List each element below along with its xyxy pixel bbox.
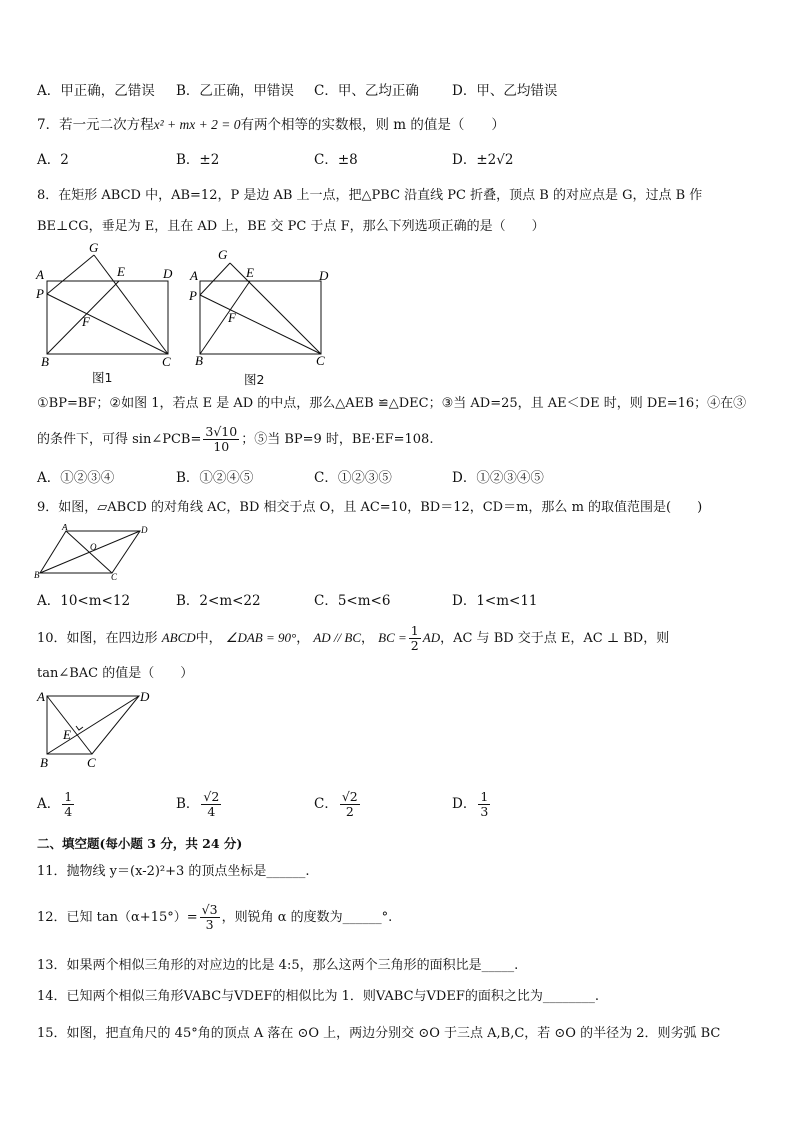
q9-option-b: B．2<m<22 [176,593,261,609]
q10-option-d-letter: D． [452,796,477,812]
fig2-label-c: C [316,353,325,368]
q10-mid: 中， [195,631,222,646]
fig1-label-f: F [82,314,90,329]
q7-suffix: 有两个相等的实数根，则 m 的值是（ ） [240,117,505,133]
q10-option-b-den: 4 [207,804,216,819]
q10-option-a-num: 1 [64,789,73,804]
q12-num: √3 [201,902,218,917]
q10-option-b-letter: B． [176,796,200,812]
q9-figure [34,524,154,582]
q8-sin-numerator: 3√10 [205,424,238,439]
q9-option-c: C．5<m<6 [314,593,391,609]
q8-sin-denominator: 10 [213,439,230,454]
q9-label-b: B [34,570,40,580]
q10-option-a-fraction [62,790,74,819]
q6-option-d: D．甲、乙均错误 [452,83,558,99]
q10-option-c-letter: C． [314,796,338,812]
q10-prefix: 10．如图，在四边形 [37,631,158,646]
q10-label-c: C [87,755,96,770]
q10-rest: ，AC 与 BD 交于点 E，AC ⊥ BD，则 [440,631,670,646]
q8-option-d: D．①②③④⑤ [452,470,544,486]
fig2-label-g: G [218,247,228,262]
q9-option-a: A．10<m<12 [37,593,131,609]
q9-label-c: C [111,572,118,582]
q10-option-d-den: 3 [480,804,489,819]
q9-label-a: A [62,524,68,532]
fig2-label-b: B [195,353,203,368]
q6-option-b: B．乙正确，甲错误 [176,83,294,99]
q8-figure-2 [188,243,338,371]
q8-sin-fraction [203,425,239,454]
q10-option-a-den: 4 [64,804,73,819]
fig1-label-e: E [117,264,125,279]
q8-statement2-prefix: 的条件下，可得 sin∠PCB= [37,432,202,447]
q7-option-c: C．±8 [314,152,358,168]
q10-parallel: AD // BC [313,630,362,645]
q8-option-c: C．①②③⑤ [314,470,392,486]
q10-stem-line2: tan∠BAC 的值是（ ） [37,666,194,681]
q15-stem: 15．如图，把直角尺的 45°角的顶点 A 落在 ⊙O 上，两边分别交 ⊙O 于三点 A,B,C，若 ⊙O 的半径为 2．则劣弧 BC [37,1026,721,1041]
q8-statements-line1: ①BP=BF；②如图 1，若点 E 是 AD 的中点，那么△AEB ≌△DEC；③当 AD=25，且 AE＜DE 时，则 DE=16；④在③ [37,396,747,411]
fig2-label-e: E [246,265,254,280]
q7-equation: x² + mx + 2 = 0 [153,117,241,132]
q10-quad: ABCD [161,630,196,645]
q10-half-num: 1 [410,623,419,638]
q10-option-b-num: √2 [203,789,220,804]
fig1-label-c: C [162,354,171,369]
q10-option-b-fraction [201,790,221,819]
q8-stem-line2: BE⊥CG，垂足为 E，且在 AD 上，BE 交 PC 于点 F，那么下列选项正确的是（ ） [37,219,545,234]
q10-half-den: 2 [410,638,419,653]
q12-prefix: 12．已知 tan（α+15°）= [37,910,198,925]
q8-figure-1 [34,240,184,370]
q10-half-fraction [409,624,421,653]
q8-statement2-suffix: ；⑤当 BP=9 时，BE·EF=108. [241,432,434,447]
q7-option-a: A．2 [37,152,69,168]
q6-option-c: C．甲、乙均正确 [314,83,419,99]
q9-option-d: D．1<m<11 [452,593,538,609]
fig2-label-d: D [319,268,329,283]
q12-fraction [200,903,220,932]
q9-stem: 9．如图，▱ABCD 的对角线 AC，BD 相交于点 O，且 AC=10，BD＝12，CD＝m，那么 m 的取值范围是( ) [37,500,703,515]
q10-label-e: E [63,727,71,742]
q10-bc: BC = [378,630,407,645]
q8-figure-1-caption: 图1 [92,370,113,385]
q10-option-a [37,784,76,824]
q11-stem: 11．抛物线 y＝(x-2)²+3 的顶点坐标是______. [37,864,310,879]
fig2-label-f: F [228,310,236,325]
fig2-label-a: A [190,268,198,283]
q12-den: 3 [205,917,214,932]
q8-option-a: A．①②③④ [37,470,115,486]
q10-ad: AD [422,630,441,645]
fig1-label-g: G [89,240,99,255]
q12-stem [37,896,392,940]
q8-figure-2-caption: 图2 [244,372,265,387]
q7-option-b: B．±2 [176,152,220,168]
q8-option-b: B．①②④⑤ [176,470,254,486]
q10-option-a-letter: A． [37,796,61,812]
q7-stem [37,115,505,135]
q8-statements-line2 [37,422,433,458]
fig1-label-p: P [36,286,44,301]
q10-figure [34,686,154,772]
q10-option-d-num: 1 [480,789,489,804]
q10-stem-line1: 10．如图，在四边形 ABCD中， ∠DAB = 90°， AD // BC， BC = $\frac{1}{2}$ AD，AC 与 BD 交于点 E，AC ⊥ BD，则 [37,623,670,653]
q10-option-c-den: 2 [345,804,354,819]
q6-option-a: A．甲正确，乙错误 [37,83,155,99]
q7-option-d: D．±2√2 [452,152,514,168]
q10-label-a: A [37,689,45,704]
q8-stem-line1: 8．在矩形 ABCD 中，AB=12，P 是边 AB 上一点，把△PBC 沿直线 PC 折叠，顶点 B 的对应点是 G，过点 B 作 [37,188,703,203]
q10-label-d: D [140,689,150,704]
q13-stem: 13．如果两个相似三角形的对应边的比是 4:5，那么这两个三角形的面积比是_____. [37,958,519,973]
fig1-label-a: A [36,267,44,282]
q10-angle: ∠DAB = 90° [225,630,297,645]
q9-label-o: O [90,542,97,552]
q10-option-c [314,784,362,824]
section-2-title: 二、填空题(每小题 3 分，共 24 分) [37,836,243,851]
q14-stem: 14．已知两个相似三角形VABC与VDEF的相似比为 1．则VABC与VDEF的面积之比为________. [37,989,599,1004]
q10-option-c-fraction [340,790,360,819]
q10-option-b [176,784,223,824]
q10-option-c-num: √2 [341,789,358,804]
fig1-label-d: D [163,266,173,281]
fig1-label-b: B [41,354,49,369]
q10-label-b: B [40,755,48,770]
q12-suffix: ，则锐角 α 的度数为______°. [221,910,393,925]
fig2-label-p: P [189,288,197,303]
q7-prefix: 7．若一元二次方程 [37,117,154,133]
q10-option-d [452,784,492,824]
q10-option-d-fraction [478,790,490,819]
q9-label-d: D [141,525,148,535]
